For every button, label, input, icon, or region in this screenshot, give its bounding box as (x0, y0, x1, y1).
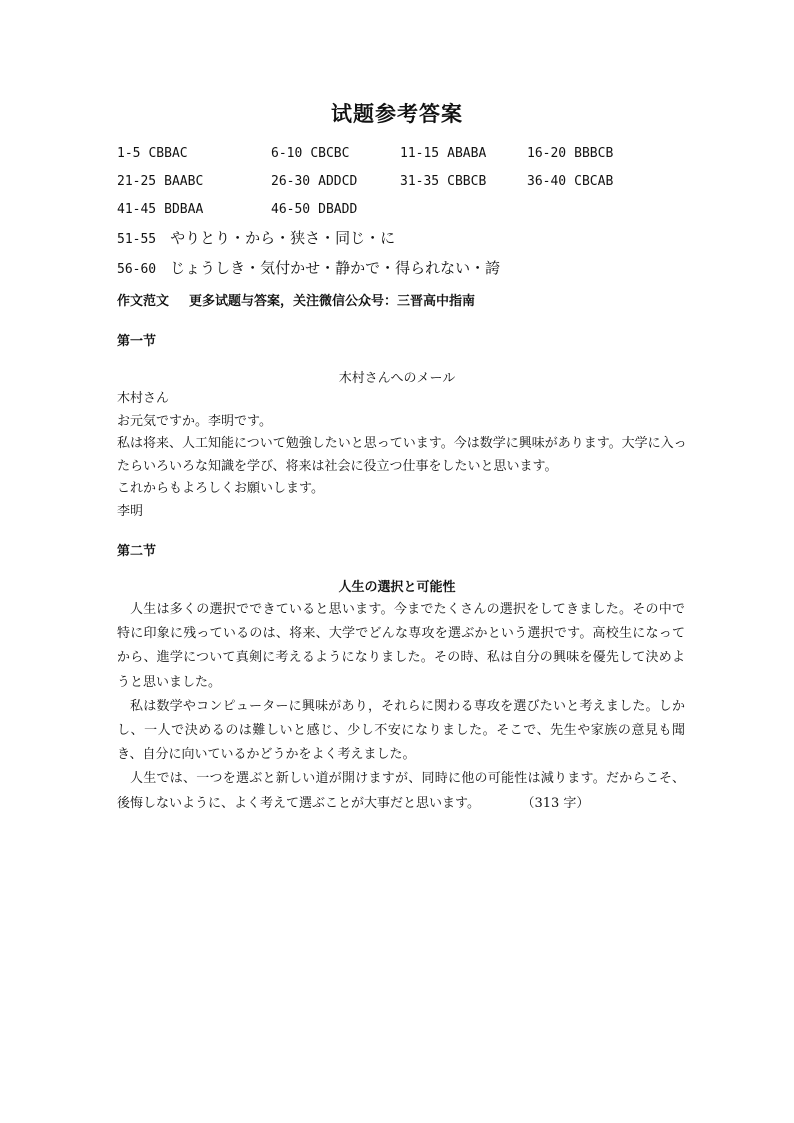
answer-item (527, 143, 613, 164)
answer-range: 6-10 (271, 146, 303, 161)
answer-key (117, 143, 717, 287)
essay-paragraph: 私は数学やコンピューターに興味があり，それらに関わる専攻を選びたいと考えました。しかし、一人で決めるのは難しいと感じ、少し不安になりました。そこで、先生や家族の意見も聞き、自分に向いているかどうかをよく考えました。 (117, 698, 685, 763)
promo-text: 更多试题与答案，关注微信公众号：三晋高中指南 (189, 294, 476, 309)
answer-item (117, 171, 203, 192)
mail-line: 李明 (117, 503, 144, 519)
answer-range: 56-60 (117, 262, 157, 277)
answer-range: 1-5 (117, 146, 141, 161)
answer-value: じょうしき・気付かせ・静かで・得られない・誇 (170, 259, 501, 277)
answer-item (400, 171, 486, 192)
answer-value: BAABC (164, 174, 204, 189)
answer-value: ABABA (447, 146, 487, 161)
essay-paragraph-text: 人生では、一つを選ぶと新しい道が開けますが、同時に他の可能性は減ります。だからこそ、後悔しないように、よく考えて選ぶことが大事だと思います。 (117, 771, 685, 811)
answer-range: 31-35 (400, 174, 440, 189)
answer-item (271, 171, 357, 192)
essay-body (117, 598, 685, 816)
essay-paragraph: 人生は多くの選択でできていると思います。今までたくさんの選択をしてきました。その中で特に印象に残っているのは、将来、大学でどんな専攻を選ぶかという選択です。高校生になってから、進学について真剣に考えるようになりました。その時、私は自分の興味を優先して決めようと思いました。 (117, 602, 685, 690)
mail-line: 木村さん (117, 391, 170, 406)
mail-line: 私は将来、人工知能について勉強したいと思っています。今は数学に興味があります。大学に入ったらいろいろな知識を学び、将来は社会に役立つ仕事をしたいと思います。 (117, 436, 687, 474)
answer-item (117, 143, 188, 164)
answer-range: 51-55 (117, 232, 157, 247)
answer-range: 41-45 (117, 202, 157, 217)
essay-heading (117, 290, 475, 309)
essay-label: 作文范文 (117, 294, 170, 309)
answer-row (117, 199, 717, 227)
answer-range: 26-30 (271, 174, 311, 189)
answer-item (271, 199, 357, 220)
mail-line: これからもよろしくお願いします。 (117, 481, 324, 496)
answer-item (117, 199, 203, 220)
answer-value: BDBAA (164, 202, 204, 217)
answer-range: 21-25 (117, 174, 157, 189)
answer-value: ADDCD (318, 174, 358, 189)
page-title: 试题参考答案 (331, 102, 463, 126)
essay-paragraph (117, 767, 685, 815)
answer-value: CBBCB (447, 174, 487, 189)
answer-range: 46-50 (271, 202, 311, 217)
answer-value: CBCAB (574, 174, 614, 189)
answer-row-fill (117, 227, 717, 257)
answer-range: 36-40 (527, 174, 567, 189)
answer-range: 16-20 (527, 146, 567, 161)
section-1-label: 第一节 (117, 334, 157, 349)
char-count: （313 字） (527, 795, 590, 811)
answer-range: 11-15 (400, 146, 440, 161)
answer-value: やりとり・から・狭さ・同じ・に (170, 229, 396, 247)
section-2-label: 第二节 (117, 544, 157, 559)
mail-title: 木村さんへのメール (338, 371, 456, 386)
answer-value: CBCBC (310, 146, 350, 161)
mail-line: お元気ですか。李明です。 (117, 413, 272, 429)
answer-item (527, 171, 613, 192)
answer-item (400, 143, 486, 164)
essay-title: 人生の選択と可能性 (338, 580, 456, 595)
answer-item (271, 143, 349, 164)
answer-value: BBBCB (574, 146, 614, 161)
answer-row (117, 143, 717, 171)
answer-value: DBADD (318, 202, 358, 217)
mail-body (117, 388, 687, 523)
answer-row-fill (117, 257, 717, 287)
answer-value: CBBAC (148, 146, 188, 161)
answer-row (117, 171, 717, 199)
